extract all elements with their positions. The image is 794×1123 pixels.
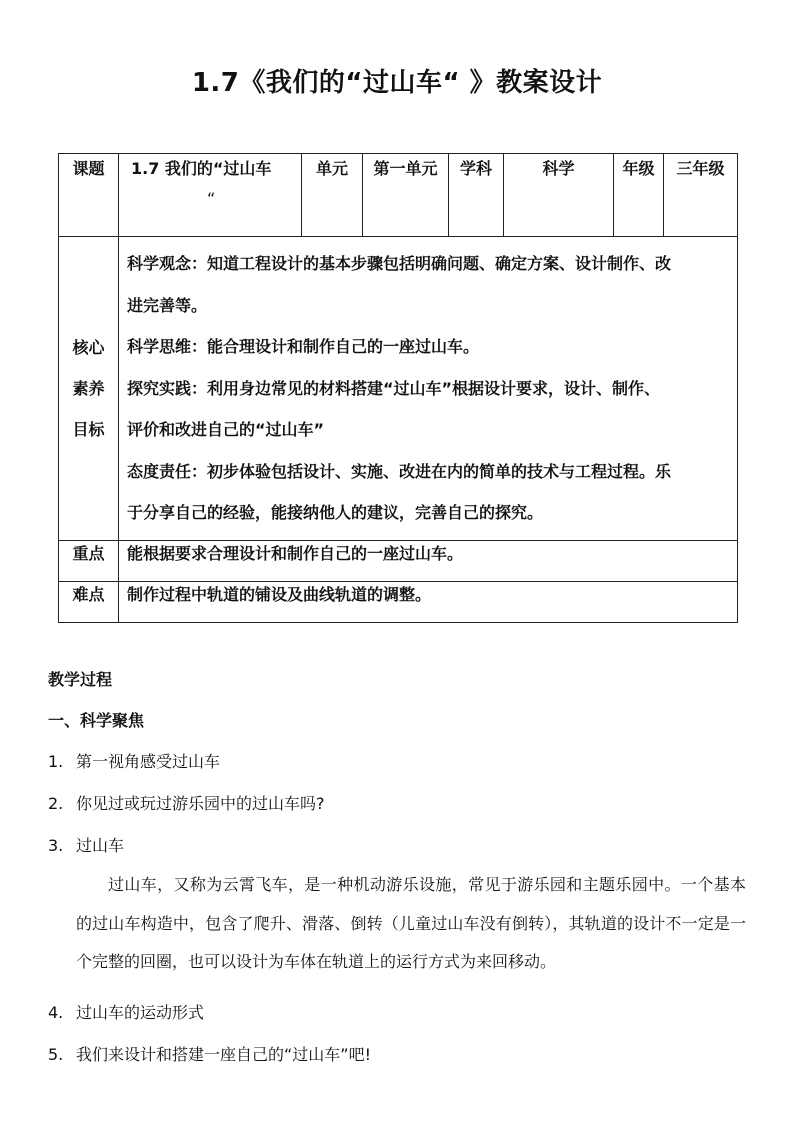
key-point-value: 能根据要求合理设计和制作自己的一座过山车。 [119,540,738,581]
list-item-number: 1. [48,752,64,771]
goal-line: 科学观念：知道工程设计的基本步骤包括明确问题、确定方案、设计制作、改 [127,254,672,273]
goal-line: 于分享自己的经验，能接纳他人的建议，完善自己的探究。 [127,503,544,522]
list-item-number: 4. [48,1003,64,1022]
goal-line: 态度责任：初步体验包括设计、实施、改进在内的简单的技术与工程过程。乐 [127,461,672,481]
topic-label: 课题 [59,154,119,237]
list-item [48,791,325,814]
goals-label-line: 素养 [72,378,105,398]
lesson-info-table [58,153,738,623]
subject-value: 科学 [504,154,614,237]
goal-line: 探究实践：利用身边常见的材料搭建“过山车”根据设计要求，设计、制作、 [127,378,661,398]
goal-line: 科学思维：能合理设计和制作自己的一座过山车。 [127,337,480,356]
list-item-number: 2. [48,794,64,813]
table-header-row [59,154,738,237]
list-item [48,749,220,772]
goals-label-line: 目标 [72,419,105,439]
difficulty-label: 难点 [59,581,119,622]
difficulty-value: 制作过程中轨道的铺设及曲线轨道的调整。 [119,581,738,622]
key-point-row [59,540,738,581]
list-item-text: 你见过或玩过游乐园中的过山车吗? [76,794,325,813]
subject-label: 学科 [449,154,504,237]
topic-line-1: 1.7 我们的“过山车 [131,159,272,178]
list-item-text: 第一视角感受过山车 [76,752,221,771]
roller-coaster-paragraph: 过山车，又称为云霄飞车，是一种机动游乐设施，常见于游乐园和主题乐园中。一个基本的过山车构造中，包含了爬升、滑落、倒转（儿童过山车没有倒转），其轨道的设计不一定是一个完整的回圈，也可以设计为车体在轨道上的运行方式为来回移动。 [76,875,746,971]
list-item-number: 3. [48,836,64,855]
goal-line: 评价和改进自己的“过山车” [127,420,325,439]
topic-value [119,154,302,237]
grade-value: 三年级 [664,154,738,237]
unit-value: 第一单元 [363,154,449,237]
goals-content [119,237,738,541]
list-item-text: 过山车 [76,836,125,855]
list-item [48,833,124,856]
key-point-label: 重点 [59,540,119,581]
unit-label: 单元 [302,154,363,237]
section-heading-focus: 一、科学聚焦 [48,711,145,730]
list-item-number: 5. [48,1045,64,1064]
goals-label [59,237,119,541]
grade-label: 年级 [614,154,664,237]
goal-line: 进完善等。 [127,295,208,315]
process-heading: 教学过程 [48,670,113,689]
list-item-text: 过山车的运动形式 [76,1003,205,1022]
list-item-text: 我们来设计和搭建一座自己的“过山车”吧! [76,1045,371,1064]
list-item [48,1000,204,1023]
difficulty-row [59,581,738,622]
goals-row [59,237,738,541]
document-title: 1.7《我们的“过山车“ 》教案设计 [191,68,603,98]
goals-label-line: 核心 [72,337,105,357]
topic-line-2: “ [207,189,216,208]
list-item [48,1042,371,1065]
